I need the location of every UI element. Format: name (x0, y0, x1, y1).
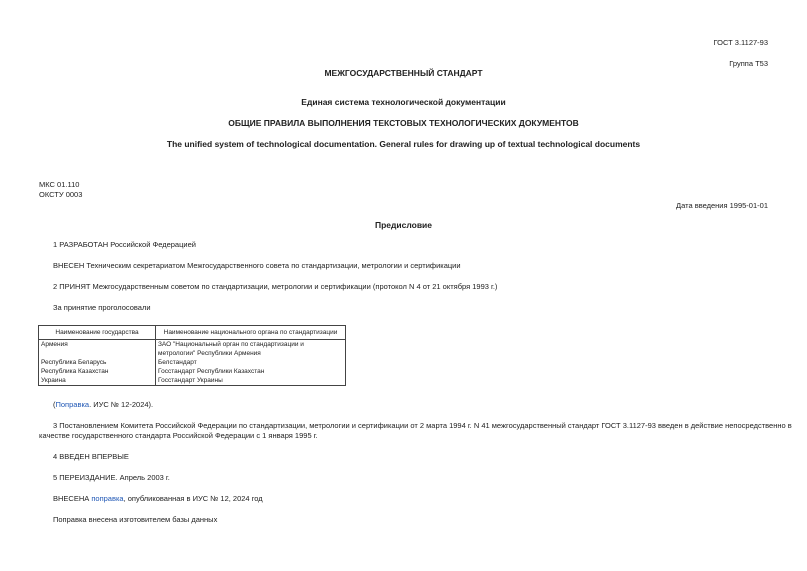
state-cell: Украина (39, 376, 156, 386)
paragraph-decree-continued: качестве государственного стандарта Российской Федерации с 1 января 1995 г. (39, 431, 318, 440)
mks-code: МКС 01.110 (39, 180, 80, 189)
table-row (39, 358, 346, 367)
group-code: Группа Т53 (729, 59, 768, 68)
paragraph-developed: 1 РАЗРАБОТАН Российской Федерацией (53, 240, 196, 249)
table-header-row (39, 326, 346, 340)
organization-line: метрологии" Республики Армения (158, 350, 261, 357)
amendment-published-link[interactable]: поправка (91, 494, 124, 503)
standard-type: МЕЖГОСУДАРСТВЕННЫЙ СТАНДАРТ (324, 68, 483, 78)
amendment-note (53, 400, 153, 409)
page-title: ОБЩИЕ ПРАВИЛА ВЫПОЛНЕНИЯ ТЕКСТОВЫХ ТЕХНОЛОГИЧЕСКИХ ДОКУМЕНТОВ (228, 118, 579, 128)
column-header-state: Наименование государства (39, 326, 156, 340)
amendment-published-post: , опубликованная в ИУС № 12, 2024 год (123, 494, 263, 503)
amendment-open-paren: ( (53, 400, 56, 409)
paragraph-amendment-published (53, 494, 263, 503)
paragraph-reissue: 5 ПЕРЕИЗДАНИЕ. Апрель 2003 г. (53, 473, 170, 482)
foreword-title: Предисловие (374, 220, 433, 230)
intro-date: Дата введения 1995-01-01 (676, 201, 768, 210)
system-title: Единая система технологической документации (301, 97, 506, 107)
state-cell: Республика Казахстан (39, 367, 156, 376)
amendment-link[interactable]: Поправка (55, 400, 90, 409)
paragraph-first-introduced: 4 ВВЕДЕН ВПЕРВЫЕ (53, 452, 129, 461)
organization-cell: Госстандарт Республики Казахстан (156, 367, 346, 376)
paragraph-decree: 3 Постановлением Комитета Российской Федерации по стандартизации, метрологии и сертификации от 2 марта 1994 г. N 41 межгосударственный стандарт ГОСТ 3.1127-93 введен в действие непосредственно в (53, 421, 792, 430)
document-code: ГОСТ 3.1127-93 (713, 38, 768, 47)
paragraph-adopted: 2 ПРИНЯТ Межгосударственным советом по стандартизации, метрологии и сертификации (протокол N 4 от 21 октября 1993 г.) (53, 282, 498, 291)
amendment-published-pre: ВНЕСЕНА (53, 494, 92, 503)
english-title: The unified system of technological documentation. General rules for drawing up of textual technological documents (166, 139, 641, 149)
table-row (39, 367, 346, 376)
organization-cell: Белстандарт (156, 358, 346, 367)
paragraph-voted: За принятие проголосовали (53, 303, 151, 312)
organization-cell: Госстандарт Украины (156, 376, 346, 386)
okstu-code: ОКСТУ 0003 (39, 190, 83, 199)
table-row (39, 376, 346, 386)
voting-states-table (38, 325, 346, 386)
organization-cell (156, 340, 346, 359)
organization-line: ЗАО "Национальный орган по стандартизации и (158, 341, 304, 348)
amendment-note-text: . ИУС № 12-2024). (89, 400, 154, 409)
table-row (39, 340, 346, 359)
paragraph-database-note: Поправка внесена изготовителем базы данных (53, 515, 218, 524)
state-cell: Республика Беларусь (39, 358, 156, 367)
column-header-organization: Наименование национального органа по стандартизации (156, 326, 346, 340)
paragraph-submitted: ВНЕСЕН Техническим секретариатом Межгосударственного совета по стандартизации, метрологии и сертификации (53, 261, 461, 270)
state-cell: Армения (39, 340, 156, 359)
